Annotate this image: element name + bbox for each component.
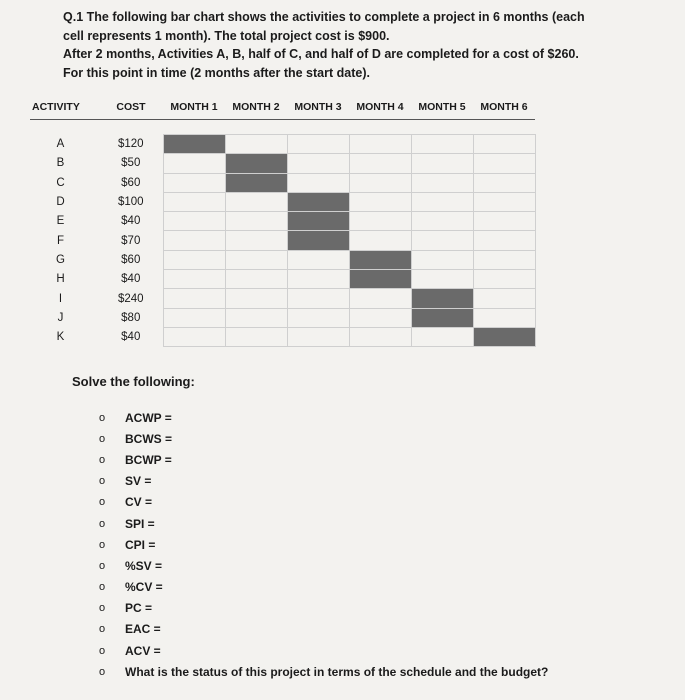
cost-cell: $60 (121, 176, 141, 189)
list-item (97, 407, 548, 428)
activity-cell: D (56, 196, 65, 209)
list-item (97, 534, 548, 555)
activity-cell: F (56, 234, 65, 247)
bullet-icon: o (98, 602, 106, 615)
schedule-empty-cell (287, 135, 349, 154)
bullet-icon: o (98, 644, 106, 657)
schedule-empty-cell (225, 250, 287, 269)
list-item-text: PC = (125, 601, 153, 616)
schedule-empty-cell (411, 173, 473, 192)
cost-cell: $120 (117, 138, 144, 151)
table-row (30, 250, 535, 269)
schedule-bar-cell (287, 192, 349, 211)
list-item (97, 661, 548, 682)
schedule-empty-cell (349, 192, 411, 211)
header-month-4: MONTH 4 (349, 95, 411, 120)
bullet-icon: o (98, 581, 106, 594)
schedule-empty-cell (225, 231, 287, 250)
list-item-text: %CV = (125, 580, 163, 595)
schedule-empty-cell (287, 327, 349, 346)
schedule-bar-cell (473, 327, 535, 346)
schedule-bar-cell (411, 308, 473, 327)
schedule-empty-cell (163, 154, 225, 173)
list-item-text: %SV = (125, 558, 163, 573)
list-item-text: BCWP = (125, 452, 172, 467)
schedule-empty-cell (163, 327, 225, 346)
table-header-row (30, 95, 535, 120)
schedule-empty-cell (163, 173, 225, 192)
table-row (30, 135, 535, 154)
list-item (97, 428, 548, 449)
schedule-empty-cell (287, 308, 349, 327)
list-item (97, 492, 548, 513)
schedule-bar-cell (287, 212, 349, 231)
table-row (30, 192, 535, 211)
activity-cell: H (56, 273, 65, 286)
solve-heading: Solve the following: (72, 374, 195, 389)
schedule-empty-cell (473, 154, 535, 173)
schedule-empty-cell (163, 270, 225, 289)
cost-cell: $40 (121, 215, 141, 228)
table-row (30, 212, 535, 231)
schedule-empty-cell (225, 212, 287, 231)
schedule-empty-cell (287, 154, 349, 173)
cost-cell: $240 (117, 292, 144, 305)
activity-cell: I (58, 292, 63, 305)
schedule-empty-cell (163, 231, 225, 250)
schedule-empty-cell (473, 231, 535, 250)
schedule-empty-cell (473, 250, 535, 269)
bullet-icon: o (98, 538, 106, 551)
bullet-icon: o (98, 623, 106, 636)
table-spacer-row (30, 120, 535, 135)
schedule-empty-cell (473, 212, 535, 231)
schedule-empty-cell (163, 289, 225, 308)
activity-cell: B (56, 157, 65, 170)
schedule-empty-cell (349, 327, 411, 346)
list-item-text: SPI = (125, 516, 155, 531)
list-item (97, 640, 548, 661)
question-text (63, 8, 663, 82)
schedule-bar-cell (411, 289, 473, 308)
list-item-text: BCWS = (125, 431, 173, 446)
list-item (97, 555, 548, 576)
schedule-empty-cell (225, 327, 287, 346)
schedule-empty-cell (349, 212, 411, 231)
cost-cell: $80 (121, 311, 141, 324)
activity-cell: G (56, 253, 65, 266)
header-month-1: MONTH 1 (163, 95, 225, 120)
activity-cell: E (56, 215, 65, 228)
bullet-icon: o (98, 496, 106, 509)
header-month-6: MONTH 6 (473, 95, 535, 120)
list-item (97, 577, 548, 598)
header-cost: COST (99, 95, 163, 120)
list-item-text: ACWP = (125, 410, 172, 425)
cost-cell: $40 (121, 273, 141, 286)
cost-cell: $50 (121, 157, 141, 170)
schedule-table-wrapper (30, 95, 536, 347)
schedule-empty-cell (411, 154, 473, 173)
schedule-empty-cell (349, 154, 411, 173)
activity-cell: A (56, 138, 65, 151)
schedule-empty-cell (411, 250, 473, 269)
bullet-icon: o (98, 411, 106, 424)
list-item-text: SV = (125, 474, 152, 489)
activity-cell: K (56, 331, 65, 344)
cost-cell: $60 (121, 253, 141, 266)
schedule-empty-cell (411, 192, 473, 211)
bullet-icon: o (98, 559, 106, 572)
schedule-empty-cell (163, 192, 225, 211)
table-row (30, 270, 535, 289)
schedule-bar-cell (163, 135, 225, 154)
activity-cell: J (57, 311, 64, 324)
table-body (30, 120, 535, 347)
header-activity: ACTIVITY (30, 95, 99, 120)
list-item (97, 598, 548, 619)
list-item-text: ACV = (125, 643, 161, 658)
bullet-icon: o (98, 432, 106, 445)
schedule-empty-cell (411, 135, 473, 154)
list-item-text: CPI = (125, 537, 156, 552)
table-row (30, 231, 535, 250)
cost-cell: $70 (121, 234, 141, 247)
schedule-empty-cell (473, 270, 535, 289)
question-line-3: After 2 months, Activities A, B, half of C, and half of D are completed for a cost of $260. (63, 47, 579, 61)
schedule-bar-cell (349, 250, 411, 269)
schedule-bar-cell (287, 231, 349, 250)
schedule-bar-cell (349, 270, 411, 289)
question-line-2: cell represents 1 month). The total project cost is $900. (63, 28, 390, 43)
schedule-empty-cell (287, 270, 349, 289)
schedule-empty-cell (225, 289, 287, 308)
list-item (97, 449, 548, 470)
table-row (30, 154, 535, 173)
schedule-empty-cell (411, 327, 473, 346)
schedule-empty-cell (473, 289, 535, 308)
schedule-empty-cell (225, 135, 287, 154)
schedule-empty-cell (473, 173, 535, 192)
list-item (97, 471, 548, 492)
schedule-empty-cell (225, 192, 287, 211)
table-row (30, 173, 535, 192)
schedule-empty-cell (287, 173, 349, 192)
schedule-bar-cell (225, 173, 287, 192)
table-row (30, 327, 535, 346)
schedule-empty-cell (287, 250, 349, 269)
table-row (30, 308, 535, 327)
cost-cell: $100 (117, 196, 144, 209)
schedule-empty-cell (287, 289, 349, 308)
bullet-icon: o (98, 665, 106, 678)
list-item-text: EAC = (125, 622, 161, 637)
bullet-icon: o (98, 475, 106, 488)
list-item-text: What is the status of this project in terms of the schedule and the budget? (125, 664, 549, 679)
schedule-empty-cell (349, 308, 411, 327)
list-item-text: CV = (125, 495, 153, 510)
schedule-empty-cell (473, 192, 535, 211)
schedule-empty-cell (349, 289, 411, 308)
header-month-5: MONTH 5 (411, 95, 473, 120)
schedule-empty-cell (225, 270, 287, 289)
schedule-empty-cell (163, 308, 225, 327)
solve-list (97, 407, 548, 682)
schedule-empty-cell (473, 308, 535, 327)
schedule-empty-cell (411, 270, 473, 289)
bullet-icon: o (98, 517, 106, 530)
schedule-empty-cell (411, 231, 473, 250)
schedule-empty-cell (473, 135, 535, 154)
activity-cell: C (56, 176, 65, 189)
schedule-bar-cell (225, 154, 287, 173)
cost-cell: $40 (121, 331, 141, 344)
schedule-empty-cell (163, 212, 225, 231)
schedule-empty-cell (349, 135, 411, 154)
schedule-empty-cell (349, 231, 411, 250)
list-item (97, 619, 548, 640)
header-month-2: MONTH 2 (225, 95, 287, 120)
schedule-empty-cell (411, 212, 473, 231)
list-item (97, 513, 548, 534)
schedule-table (30, 95, 536, 347)
schedule-empty-cell (225, 308, 287, 327)
question-line-1: Q.1 The following bar chart shows the activities to complete a project in 6 months (each (63, 10, 585, 24)
bullet-icon: o (98, 453, 106, 466)
table-row (30, 289, 535, 308)
schedule-empty-cell (349, 173, 411, 192)
question-line-4: For this point in time (2 months after the start date). (63, 65, 370, 80)
schedule-empty-cell (163, 250, 225, 269)
header-month-3: MONTH 3 (287, 95, 349, 120)
